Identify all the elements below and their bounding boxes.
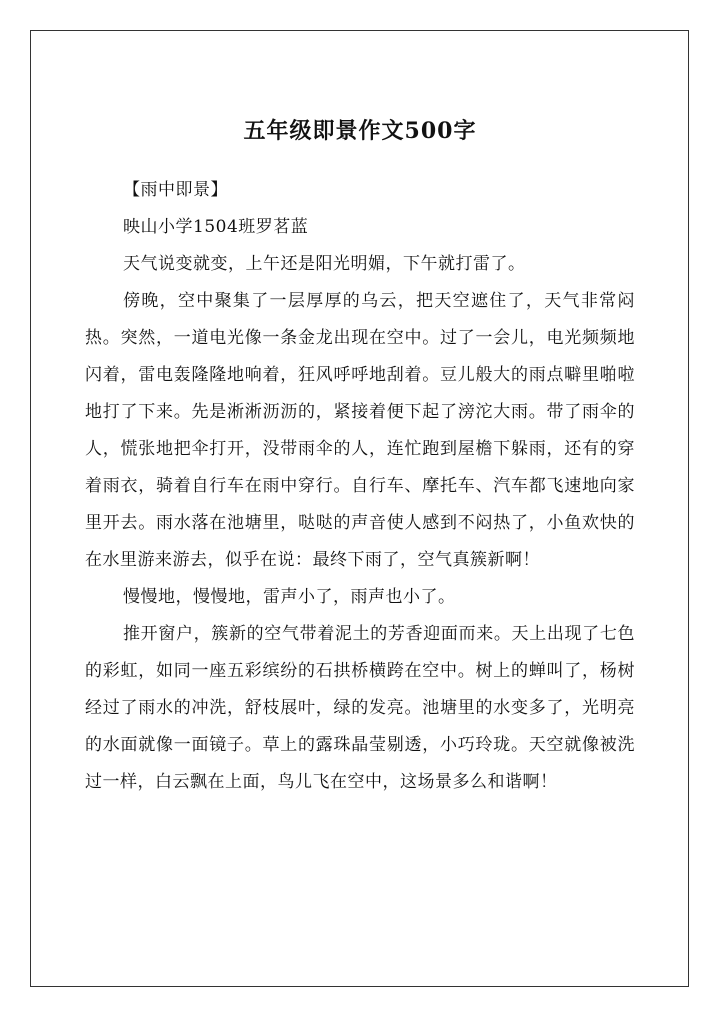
paragraph-1: 天气说变就变，上午还是阳光明媚，下午就打雷了。 bbox=[123, 254, 526, 274]
paragraph-4: 推开窗户，簇新的空气带着泥土的芳香迎面而来。天上出现了七色的彩虹，如同一座五彩缤纷的石拱桥横跨在空中。树上的蝉叫了，杨树经过了雨水的冲洗，舒枝展叶，绿的发亮。池塘里的水变多了，光明亮的水面就像一面镜子。草上的露珠晶莹剔透，小巧玲珑。天空就像被洗过一样，白云飘在上面，鸟儿飞在空中，这场景多么和谐啊！ bbox=[85, 624, 635, 792]
paragraph-3: 慢慢地，慢慢地，雷声小了，雨声也小了。 bbox=[123, 587, 456, 607]
document-title: 五年级即景作文500字 bbox=[243, 118, 477, 144]
author-line: 映山小学1504班罗茗蓝 bbox=[123, 217, 309, 237]
section-heading: 【雨中即景】 bbox=[123, 180, 228, 200]
paragraph-2: 傍晚，空中聚集了一层厚厚的乌云，把天空遮住了，天气非常闷热。突然，一道电光像一条金龙出现在空中。过了一会儿，电光频频地闪着，雷电轰隆隆地响着，狂风呼呼地刮着。豆儿般大的雨点噼里啪啦地打了下来。先是淅淅沥沥的，紧接着便下起了滂沱大雨。带了雨伞的人，慌张地把伞打开，没带雨伞的人，连忙跑到屋檐下躲雨，还有的穿着雨衣，骑着自行车在雨中穿行。自行车、摩托车、汽车都飞速地向家里开去。雨水落在池塘里，哒哒的声音使人感到不闷热了，小鱼欢快的在水里游来游去，似乎在说：最终下雨了，空气真簇新啊！ bbox=[85, 291, 635, 570]
document-body bbox=[85, 172, 635, 801]
